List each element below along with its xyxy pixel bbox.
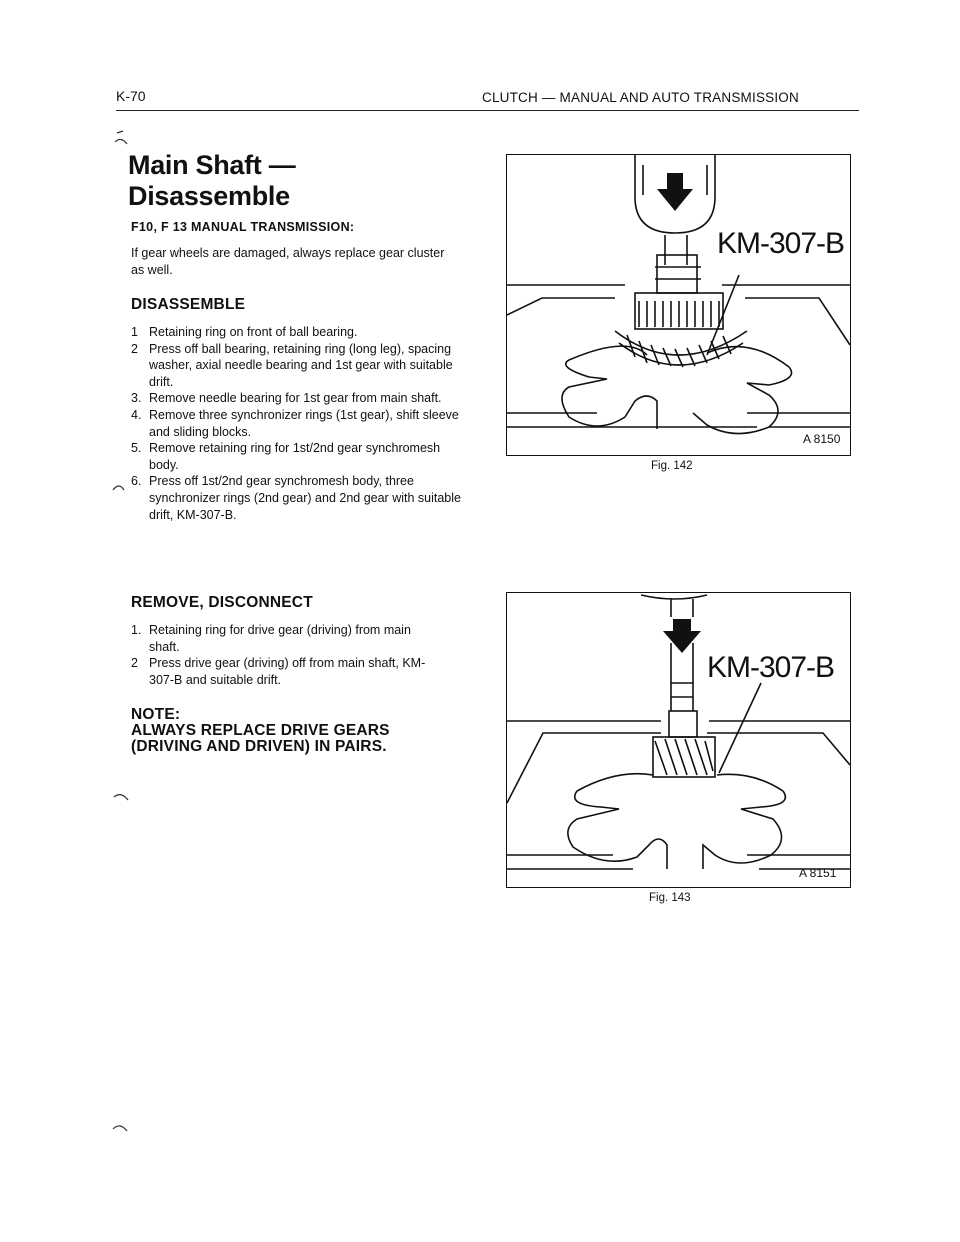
support-plate [562, 360, 657, 429]
synchro-body [655, 267, 701, 279]
step-text: Remove retaining ring for 1st/2nd gear synchromesh body. [149, 441, 441, 472]
step-text: Remove needle bearing for 1st gear from main shaft. [149, 391, 442, 406]
step-item [131, 341, 461, 391]
figure-caption: Fig. 142 [651, 460, 693, 472]
margin-mark [117, 131, 123, 133]
step-item [131, 473, 461, 523]
figure-ref-code: A 8151 [799, 866, 837, 880]
press-arrow-icon [663, 619, 701, 653]
step-number: 6. [131, 474, 142, 489]
disassemble-heading: DISASSEMBLE [131, 296, 246, 313]
page-number: K-70 [116, 88, 146, 104]
step-text: Press off 1st/2nd gear synchromesh body, three synchronizer rings (2nd gear) and 2nd gear with suitable drift, KM-307-B. [149, 474, 461, 522]
step-item [131, 390, 461, 407]
tool-label: KM-307-B [717, 227, 845, 260]
tool-label: KM-307-B [707, 651, 835, 684]
step-number: 5. [131, 441, 142, 456]
step-item [131, 324, 461, 341]
figure-143-illustration [507, 593, 850, 887]
support-plate [703, 791, 785, 869]
step-text: Retaining ring on front of ball bearing. [149, 325, 358, 339]
support-plate [568, 791, 667, 869]
shaft [671, 683, 693, 697]
figure-143 [506, 592, 851, 888]
subheading: F10, F 13 MANUAL TRANSMISSION: [131, 220, 355, 234]
margin-mark [115, 139, 127, 144]
remove-heading: REMOVE, DISCONNECT [131, 594, 313, 611]
figure-142-illustration [507, 155, 850, 455]
step-item [131, 407, 461, 440]
step-text: Press off ball bearing, retaining ring (long leg), spacing washer, axial needle bearing and 1st gear with suitable drift. [149, 341, 453, 389]
step-number: 3. [131, 391, 142, 406]
section-title: CLUTCH — MANUAL AND AUTO TRANSMISSION [482, 90, 799, 105]
step-text: Retaining ring for drive gear (driving) from main shaft. [149, 623, 411, 654]
page-title-line: Main Shaft — [128, 150, 296, 180]
step-item [131, 622, 431, 655]
press-ram [641, 595, 707, 599]
remove-steps [131, 622, 431, 688]
tool-pointer [719, 683, 761, 773]
intro-paragraph: If gear wheels are damaged, always replace gear cluster as well. [131, 246, 445, 277]
step-item [131, 655, 431, 688]
shaft-collar [669, 711, 697, 737]
step-number: 1 [131, 325, 138, 339]
press-table-line [507, 733, 661, 803]
margin-mark [113, 486, 124, 490]
support-plate [693, 367, 792, 434]
step-text: Remove three synchronizer rings (1st gear), shift sleeve and sliding blocks. [149, 407, 459, 439]
margin-mark [114, 795, 128, 800]
figure-ref-code: A 8150 [803, 432, 841, 446]
page-title [128, 150, 295, 212]
note-label: NOTE: [131, 706, 181, 723]
shaft [671, 643, 693, 711]
note-block [131, 707, 390, 755]
press-table-line [745, 298, 850, 345]
step-number: 4. [131, 407, 142, 422]
press-table-line [507, 298, 615, 315]
step-number: 2 [131, 341, 138, 356]
margin-mark [113, 1126, 127, 1131]
step-number: 1. [131, 623, 142, 637]
note-line: (DRIVING AND DRIVEN) IN PAIRS. [131, 738, 387, 755]
note-line: ALWAYS REPLACE DRIVE GEARS [131, 722, 390, 739]
figure-142 [506, 154, 851, 456]
gear-teeth [639, 301, 719, 327]
header-rule [116, 110, 859, 111]
gear-teeth [655, 739, 713, 775]
shaft [665, 235, 687, 265]
figure-caption: Fig. 143 [649, 892, 691, 904]
gear-ring [615, 331, 747, 355]
step-item [131, 440, 461, 473]
step-text: Press drive gear (driving) off from main shaft, KM-307-B and suitable drift. [149, 656, 426, 687]
page-title-line: Disassemble [128, 181, 290, 211]
step-number: 2 [131, 656, 138, 671]
disassemble-steps [131, 324, 461, 523]
press-arrow-icon [657, 173, 693, 211]
synchro-body [657, 255, 697, 293]
press-table-line [707, 733, 850, 765]
press-ram [671, 599, 693, 617]
